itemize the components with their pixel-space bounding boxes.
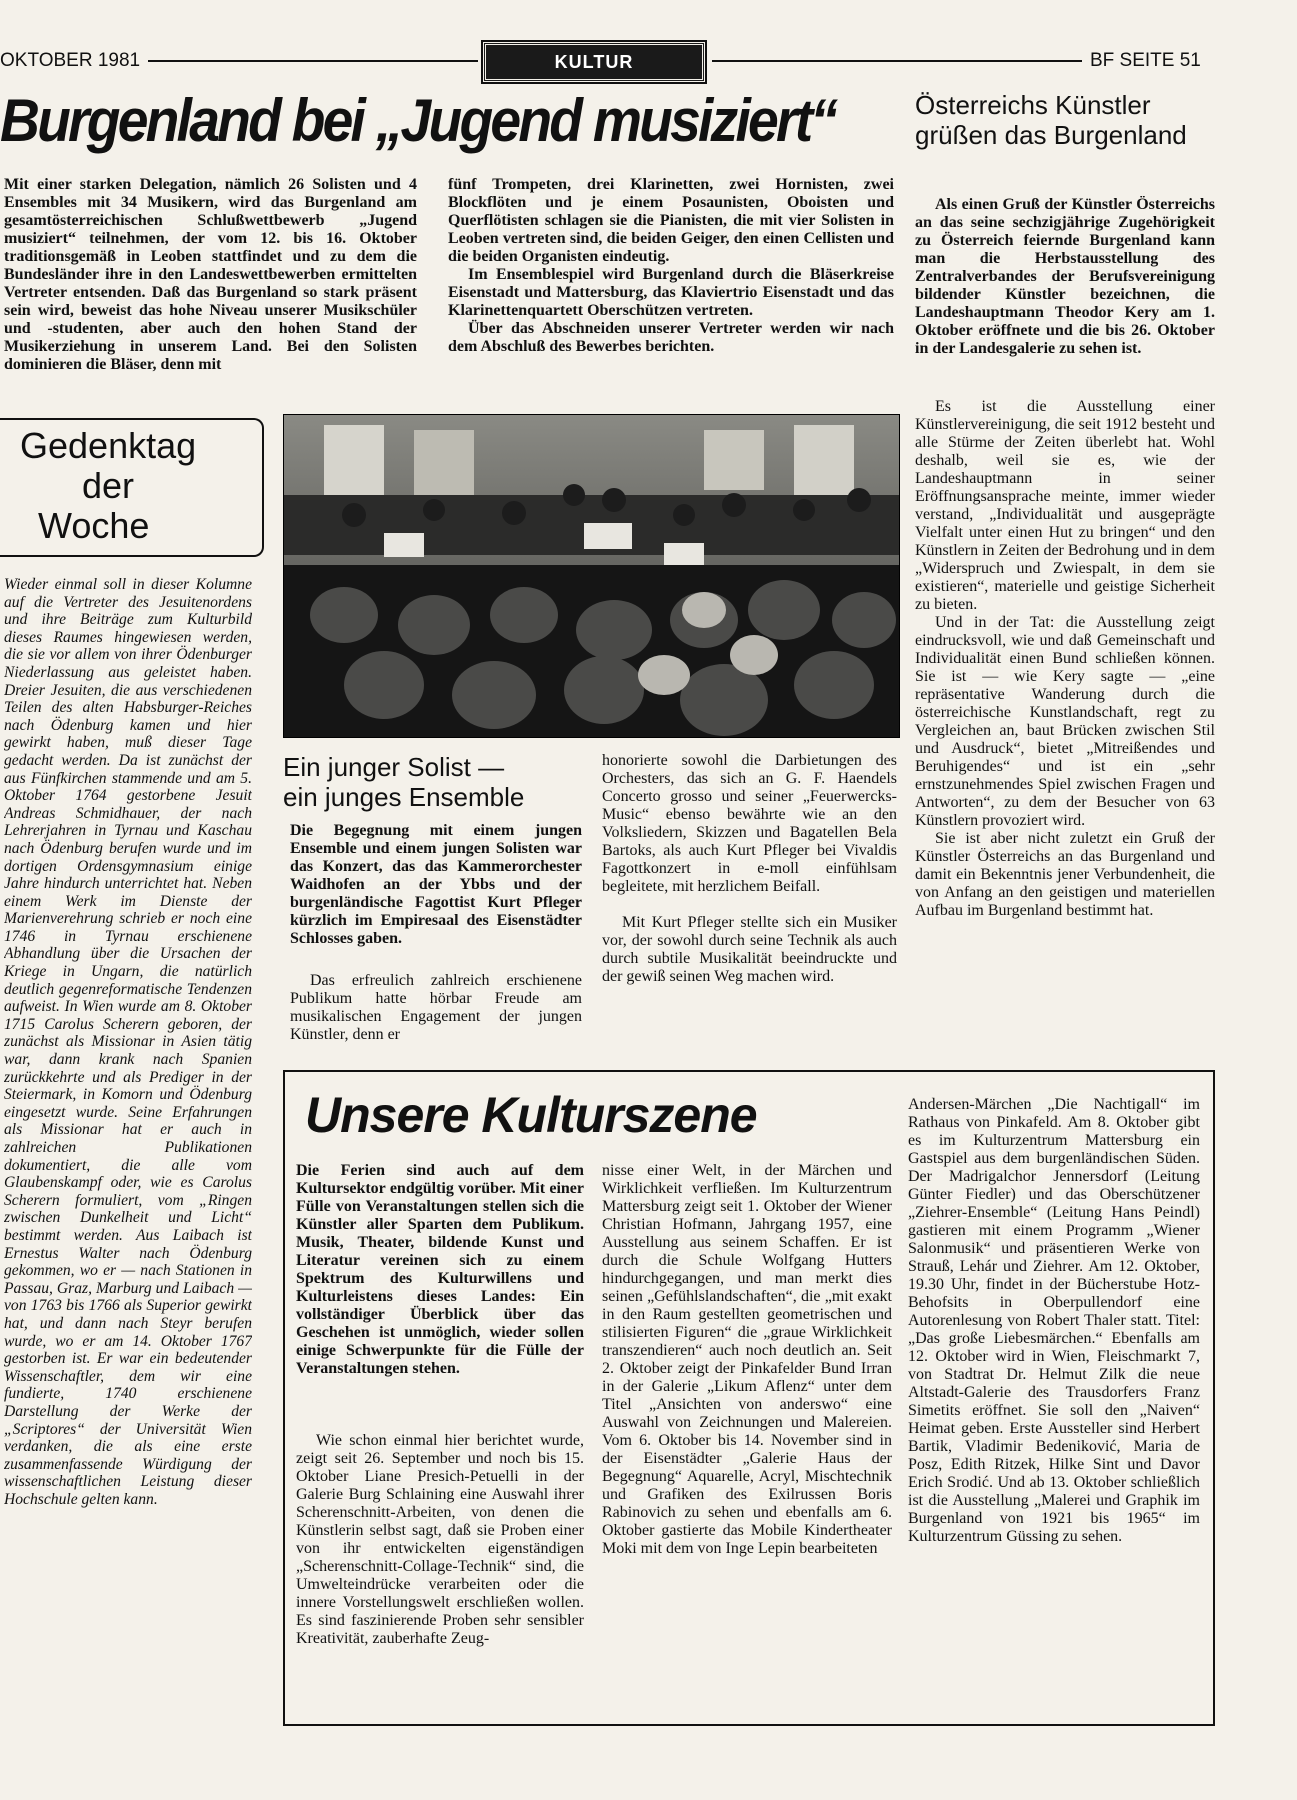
solist-headline-1: Ein junger Solist — — [283, 752, 505, 782]
main-article-col2b: Im Ensemblespiel wird Burgenland durch die Bläserkreise Eisenstadt und Mattersburg, das Klaviertrio Eisenstadt und das Klarinettenquartett Oberschützen vertreten. — [448, 266, 894, 319]
section-label: KULTUR — [483, 42, 705, 82]
header-rule-left — [148, 60, 478, 62]
main-article-col1 — [4, 176, 417, 394]
concert-photo-image — [284, 415, 899, 737]
concert-photo — [283, 414, 900, 738]
gedenktag-title-3: Woche — [38, 505, 150, 546]
kulturszene-col3-text: Andersen-Märchen „Die Nachtigall“ im Rathaus von Pinkafeld. Am 8. Oktober gibt es im Kulturzentrum Mattersburg ein Gastspiel aus dem burgenländischen Süden. Der Madrigalchor Jennersdorf (Leitung Günter Fiedler) und das Oberschützener „Ziehrer-Ensemble“ (Leitung Hans Peindl) gastieren mit einem Programm „Wiener Salonmusik“ und präsentieren Werke von Strauß, Lehár und Ziehrer. Am 12. Oktober, 19.30 Uhr, findet in der Bücherstube Hotz-Behofsits in Oberpullendorf eine Autorenlesung von Robert Thaler statt. Titel: „Das große Liebesmärchen.“ Ebenfalls am 12. Oktober wird in Wien, Fleischmarkt 7, von Stadtrat Dr. Helmut Zilk die neue Altstadt-Galerie des Trausdorfers Franz Simetits eröffnet. Sie soll den „Naiven“ Heimat geben. Erste Aussteller sind Herbert Bartik, Vladimir Bedeniković, Maria de Posz, Edith Ritzek, Hilke Sint und Davor Erich Srodić. Und ab 13. Oktober schließlich ist die Ausstellung „Malerei und Graphik im Burgenland von 1921 bis 1965“ im Kulturzentrum Güssing zu sehen. — [908, 1096, 1200, 1545]
solist-headline-2: ein junges Ensemble — [283, 782, 525, 812]
kulturszene-col3 — [908, 1096, 1200, 1714]
gedenktag-title-1: Gedenktag — [20, 425, 197, 466]
oesterreich-p1: Es ist die Ausstellung einer Künstlervereinigung, die seit 1912 besteht und alle Stürme der Zeiten überlebt hat. Wohl deshalb, weil sie es, wie der Landeshauptmann in seiner Eröffnungsansprache meinte, immer wieder verstand, „Individualität und ausgeprägte Vielfalt unter einen Hut zu bringen“ und den Künstlern in Zeiten der Bedrohung und in dem „Widerspruch und Zwiespalt, in dem sie existieren“, materielle und geistige Sicherheit zu bieten. — [915, 398, 1215, 613]
kulturszene-p1: Wie schon einmal hier berichtet wurde, zeigt seit 26. September und noch bis 15. Oktober Liane Presich-Petuelli in der Galerie Burg Schlaining eine Auswahl ihrer Scherenschnitt-Arbeiten, von denen die Künstlerin selbst sagt, daß sie Proben einer von ihr entwickelten eigenständigen „Scherenschnitt-Collage-Technik“ sind, die Umwelteindrücke verarbeiten oder die innere Vorstellungswelt erschließen wollen. Es sind faszinierende Proben sehr sensibler Kreativität, zauberhafte Zeug- — [296, 1432, 584, 1647]
kulturszene-col2 — [602, 1162, 892, 1714]
main-article-col2c: Über das Abschneiden unserer Vertreter werden wir nach dem Abschluß des Bewerbes berichten. — [448, 320, 894, 355]
oesterreich-p2: Und in der Tat: die Ausstellung zeigt eindrucksvoll, wie und daß Gemeinschaft und Individualität einen Bund schließen können. Sie ist — wie Kery sagte — „eine repräsentative Wanderung durch die österreichische Kunstlandschaft, regt zu Vergleichen an, baut Brücken zwischen Stil und Ausdruck“, bietet „Mitreißendes und Beruhigendes“ und ist ein „sehr ernstzunehmendes Spiel zwischen Fragen und Antworten“, zu dem der Besucher von 63 Künstlern provoziert wird. — [915, 614, 1215, 829]
oesterreich-headline: Österreichs Künstler grüßen das Burgenland — [915, 90, 1187, 150]
issue-date: OKTOBER 1981 — [0, 50, 141, 71]
solist-lead-text: Die Begegnung mit einem jungen Ensemble und einem jungen Solisten war das Konzert, das das Kammerorchester Waidhofen an der Ybbs und der burgenländische Fagottist Kurt Pfleger kürzlich im Empiresaal des Eisenstädter Schlosses gaben. — [290, 822, 582, 947]
solist-p3: Mit Kurt Pfleger stellte sich ein Musiker vor, der sowohl durch seine Technik als auch durch subtile Musikalität beeindruckte und der gewiß seinen Weg machen wird. — [602, 914, 897, 985]
gedenktag-title-2: der — [82, 465, 135, 506]
oesterreich-body — [915, 398, 1215, 1038]
solist-lead — [290, 822, 582, 968]
kulturszene-lead — [296, 1162, 584, 1418]
main-article-col1-text: Mit einer starken Delegation, nämlich 26 Solisten und 4 Ensembles mit 34 Musikern, wird das Burgenland am gesamtösterreichischen Schlußwettbewerb „Jugend musiziert“ teilnehmen, der vom 12. bis 16. Oktober traditionsgemäß in Leoben stattfindet und zu dem die Bundesländer ihre in den Landeswettbewerben ermittelten Vertreter entsenden. Daß das Burgenland so stark präsent sein wird, beweist das hohe Niveau unserer Musikschüler und -studenten, aber auch den hohen Stand der Musikerziehung in unserem Land. Bei den Solisten dominieren die Bläser, denn mit — [4, 176, 417, 373]
kulturszene-col1 — [296, 1432, 584, 1714]
kulturszene-headline: Unsere Kulturszene — [305, 1087, 757, 1143]
gedenktag-body: Wieder einmal soll in dieser Kolumne auf die Vertreter des Jesuitenordens und ihre Beiträge zum Kulturbild dieses Raumes hingewiesen werden, die sie vor allem von ihrer Ödenburger Niederlassung aus geleistet haben. Dreier Jesuiten, die aus verschiedenen Teilen des alten Habsburger-Reiches nach Ödenburg kamen und hier gewirkt haben, muß dieser Tage gedacht werden. Da ist zunächst der aus Fünfkirchen stammende und am 5. Oktober 1764 gestorbene Jesuit Andreas Schmidhauer, der nach Lehrerjahren in Tyrnau und Kaschau nach Ödenburg berufen wurde und im dortigen Ordensgymnasium einige Jahre hindurch unterrichtet hat. Neben einem Werk im Dienste der Marienverehrung schrieb er noch eine 1746 in Tyrnau erschienene Abhandlung über die Ursachen der Kriege in Ungarn, die natürlich deutlich gegenreformatische Tendenzen aufweist. In Wien wurde am 8. Oktober 1715 Carolus Scherern geboren, der zunächst als Missionar in Asien tätig war, dann krank nach Spanien zurückkehrte und als Prediger in der Steiermark, in Komorn und Ödenburg eingesetzt wurde. Seine Erfahrungen als Missionar hat er auch in zahlreichen Publikationen dokumentiert, die alle vom Glaubenskampf oder, wie es Carolus Scherern formuliert, vom „Ringen zwischen Dunkelheit und Licht“ bestimmt werden. Aus Laibach ist Ernestus Walter nach Ödenburg gekommen, wo er — nach Stationen in Passau, Graz, Marburg und Laibach — von 1763 bis 1766 als Superior gewirkt hat, und dann nach Steyr berufen wurde, wo er am 14. Oktober 1767 gestorben ist. Er war ein bedeutender Wissenschaftler, dem wir eine fundierte, 1740 erschienene Darstellung der Werke der „Scriptores“ der Universität Wien verdanken, die als eine erste zusammenfassende Würdigung der wissenschaftlichen Leistung dieser Hochschule gelten kann. — [4, 576, 252, 1508]
page-number: BF SEITE 51 — [1090, 50, 1201, 71]
oesterreich-lead-text: Als einen Gruß der Künstler Österreichs an das seine sechzigjährige Zugehörigkeit zu Österreich feiernde Burgenland kann man die Herbstausstellung des Zentralverbandes der Berufsvereinigung bildender Künstler bezeichnen, die Landeshauptmann Theodor Kery am 1. Oktober eröffnete und die bis 26. Oktober in der Landesgalerie zu sehen ist. — [915, 196, 1215, 357]
solist-p1: Das erfreulich zahlreich erschienene Publikum hatte hörbar Freude am musikalischen Engagement der jungen Künstler, denn er — [290, 972, 582, 1043]
oesterreich-p3: Sie ist aber nicht zuletzt ein Gruß der Künstler Österreichs an das Burgenland und damit ein Bekenntnis jener Verbundenheit, die von Anfang an den geistigen und materiellen Aufbau im Burgenland bestimmt hat. — [915, 830, 1215, 919]
main-headline: Burgenland bei „Jugend musiziert“ — [0, 87, 836, 154]
solist-p1-col — [290, 972, 582, 1046]
gedenktag-text — [4, 576, 252, 1756]
oesterreich-lead — [915, 196, 1215, 394]
kulturszene-lead-text: Die Ferien sind auch auf dem Kultursektor endgültig vorüber. Mit einer Fülle von Veranstaltungen stellen sich die Künstler aller Sparten dem Publikum. Musik, Theater, bildende Kunst und Literatur vereinen sich zu einem Spektrum des Kulturwillens und Kulturleistens dieses Landes: Ein vollständiger Überblick über das Geschehen ist unmöglich, wieder sollen einige Schwerpunkte für die Fülle der Veranstaltungen stehen. — [296, 1162, 584, 1377]
main-article-col2 — [448, 176, 894, 394]
solist-col2 — [602, 752, 897, 1042]
solist-p2: honorierte sowohl die Darbietungen des Orchesters, das sich an G. F. Haendels Concerto grosso und seiner „Feuerwercks-Music“ ebenso bewährte wie an den Volksliedern, Skizzen und Bagatellen Bela Bartoks, als auch Kurt Pfleger bei Vivaldis Fagottkonzert in e-moll einfühlsam begleitete, mit herzlichem Beifall. — [602, 752, 897, 895]
main-article-col2a: fünf Trompeten, drei Klarinetten, zwei Hornisten, zwei Blockflöten und je einem Posaunisten, Oboisten und Querflötisten schlagen sie die Pianisten, die mit vier Solisten in Leoben vertreten sind, die beiden Geiger, den einen Cellisten und die beiden Organisten eindeutig. — [448, 176, 894, 265]
header-rule-right — [712, 60, 1082, 62]
kulturszene-col2-text: nisse einer Welt, in der Märchen und Wirklichkeit verfließen. Im Kulturzentrum Mattersburg zeigt seit 1. Oktober der Wiener Christian Hofmann, Jahrgang 1957, eine Ausstellung aus seinem Schaffen. Er ist durch die Schule Wolfgang Hutters hindurchgegangen, und man merkt dies seinen „Gefühlslandschaften“, die „mit exakt in den Raum gestellten geometrischen und stilisierten Figuren“ die „graue Wirklichkeit transzendieren“ auch noch deutlich an. Seit 2. Oktober zeigt der Pinkafelder Bund Irran in der Galerie „Likum Aflenz“ unter dem Titel „Ansichten von anderswo“ eine Auswahl von Zeichnungen und Malereien. Vom 6. Oktober bis 14. November sind in der Eisenstädter „Galerie Haus der Begegnung“ Aquarelle, Acryl, Mischtechnik und Grafiken des Exilrussen Boris Rabinovich zu sehen und ebenfalls am 6. Oktober gastierte das Mobile Kindertheater Moki mit dem von Inge Lepin bearbeiteten — [602, 1162, 892, 1557]
